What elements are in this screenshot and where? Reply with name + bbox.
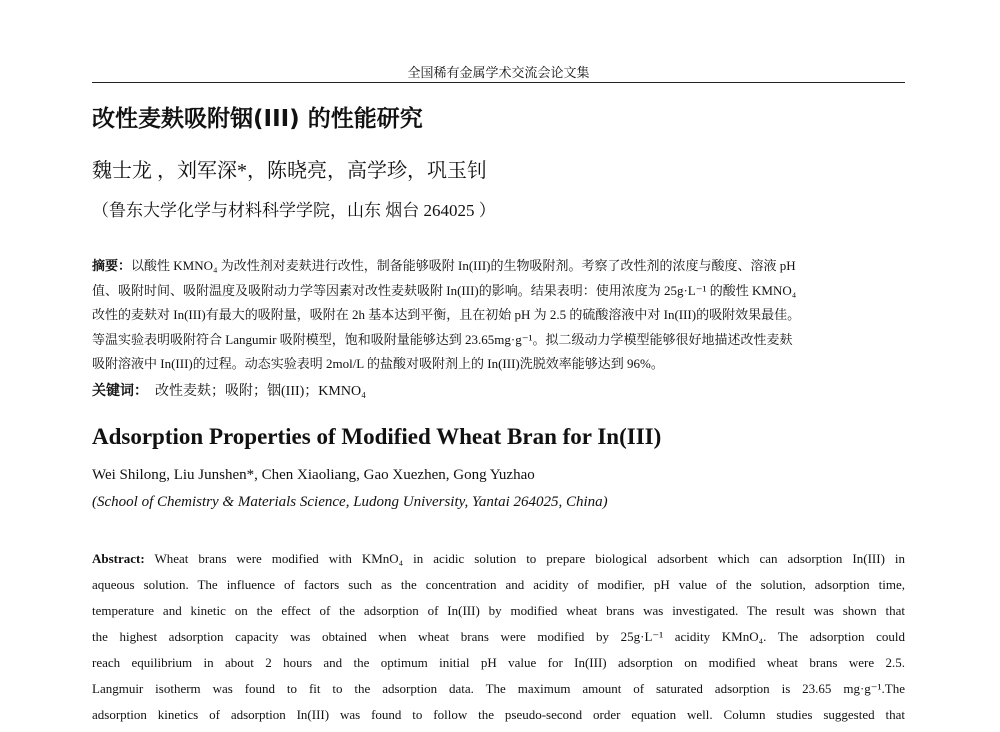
cn-affiliation: （鲁东大学化学与材料科学学院，山东 烟台 264025 ） [92,201,496,220]
cn-abstract-line: 改性的麦麸对 In(III)有最大的吸附量，吸附在 2h 基本达到平衡，且在初始 pH 为 2.5 的硫酸溶液中对 In(III)的吸附效果最佳。 [92,307,801,322]
en-title: Adsorption Properties of Modified Wheat Bran for In(III) [92,424,662,449]
en-abstract-line: aqueous solution. The influence of factors such as the concentration and acidity of modifier, pH value of the solution, adsorption time, [92,577,905,592]
en-abstract [92,546,905,728]
cn-abstract-text: 以酸性 KMNO₄ 为改性剂对麦麸进行改性，制备能够吸附 In(III)的生物吸附剂。考察了改性剂的浓度与酸度、溶液 pH [131,258,796,273]
en-abstract-line: the highest adsorption capacity was obtained when wheat brans were modified by 25g·L⁻¹ acidity KMnO₄. The adsorption could [92,629,905,644]
en-abstract-line [92,546,905,572]
running-header: 全国稀有金属学术交流会论文集 [407,65,590,80]
cn-abstract [92,254,905,377]
en-affiliation: (School of Chemistry & Materials Science, Ludong University, Yantai 264025, China) [92,494,608,510]
cn-keywords [92,380,366,400]
cn-abstract-line: 吸附溶液中 In(III)的过程。动态实验表明 2mol/L 的盐酸对吸附剂上的 In(III)洗脱效率能够达到 96%。 [92,356,664,371]
en-abstract-text: Wheat brans were modified with KMnO₄ in acidic solution to prepare biological adsorbent which can adsorption In(III) in [154,551,905,566]
cn-keywords-label: 关键词： [92,384,148,399]
cn-abstract-line [92,254,905,279]
cn-authors: 魏士龙 ，刘军深*，陈晓亮，高学珍，巩玉钊 [92,160,487,182]
cn-keywords-text: 改性麦麸；吸附；铟(III)；KMNO₄ [155,384,366,399]
cn-abstract-label: 摘要： [92,258,132,273]
en-abstract-line: adsorption kinetics of adsorption In(III) was found to follow the pseudo-second order equation well. Column studies suggested that [92,707,905,722]
en-abstract-line: temperature and kinetic on the effect of the adsorption of In(III) by modified wheat brans was investigated. The result was shown that [92,603,905,618]
header-rule [92,82,905,83]
en-authors: Wei Shilong, Liu Junshen*, Chen Xiaoliang, Gao Xuezhen, Gong Yuzhao [92,467,535,483]
cn-abstract-line: 值、吸附时间、吸附温度及吸附动力学等因素对改性麦麸吸附 In(III)的影响。结果表明：使用浓度为 25g·L⁻¹ 的酸性 KMNO₄ [92,282,797,298]
en-abstract-line: reach equilibrium in about 2 hours and the optimum initial pH value for In(III) adsorption on modified wheat brans were 2.5. [92,655,905,670]
cn-title: 改性麦麸吸附铟(III) 的性能研究 [92,106,423,132]
en-abstract-line: Langmuir isotherm was found to fit to the adsorption data. The maximum amount of saturated adsorption is 23.65 mg·g⁻¹.The [92,681,905,696]
en-abstract-label: Abstract: [92,551,145,566]
cn-abstract-line: 等温实验表明吸附符合 Langumir 吸附模型，饱和吸附量能够达到 23.65mg·g⁻¹。拟二级动力学模型能够很好地描述改性麦麸 [92,331,793,347]
